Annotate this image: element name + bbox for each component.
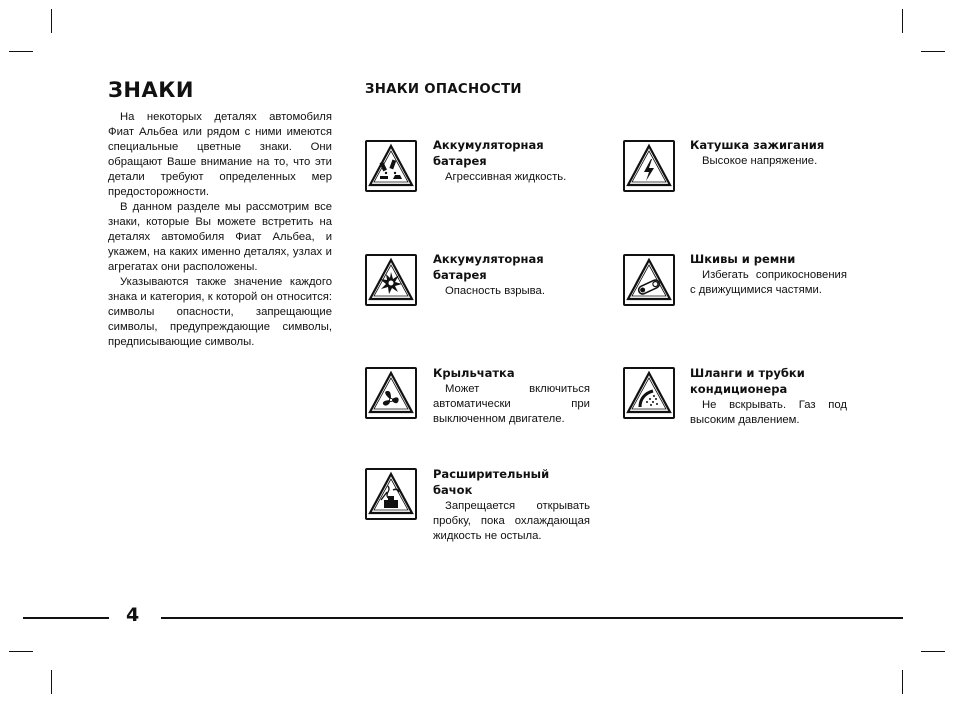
sign-entry bbox=[690, 251, 847, 298]
sign-battery-corrosive bbox=[365, 140, 417, 192]
sign-name: Шкивы и ремни bbox=[690, 252, 796, 266]
crop-mark bbox=[9, 51, 33, 52]
sign-description: Не вскрывать. Газ под высоким давлением. bbox=[690, 399, 847, 426]
pressurized-gas-icon bbox=[625, 369, 673, 417]
sign-name: Катушка зажигания bbox=[690, 138, 825, 152]
sign-fan bbox=[365, 367, 417, 419]
footer-rule-left bbox=[23, 617, 109, 619]
section-title: ЗНАКИ ОПАСНОСТИ bbox=[365, 82, 522, 97]
intro-paragraph: Указываются также значение каждого знака и категория, к которой он относится: символы опасности, запрещающие символы, предупреждающие символы, предписывающие символы. bbox=[108, 276, 332, 348]
intro-paragraph: На некоторых деталях автомобиля Фиат Альбеа или рядом с ними имеются специальные цветные знаки. Они обращают Ваше внимание на то, что эти детали требуют определенных мер предосторожности. bbox=[108, 111, 332, 198]
sign-entry bbox=[690, 365, 847, 428]
footer-rule-right bbox=[161, 617, 903, 619]
sign-entry bbox=[433, 137, 590, 185]
sign-battery-explosion bbox=[365, 254, 417, 306]
sign-description: Высокое напряжение. bbox=[702, 155, 818, 167]
sign-description: Запрещается открывать пробку, пока охлаждающая жидкость не остыла. bbox=[433, 500, 590, 542]
sign-entry bbox=[433, 466, 590, 544]
sign-entry bbox=[690, 137, 847, 169]
corrosive-liquid-icon bbox=[367, 142, 415, 190]
sign-entry bbox=[433, 365, 590, 427]
crop-mark bbox=[921, 651, 945, 652]
intro-text bbox=[108, 110, 332, 350]
high-voltage-icon bbox=[625, 142, 673, 190]
sign-entry bbox=[433, 251, 590, 299]
crop-mark bbox=[9, 651, 33, 652]
crop-mark bbox=[51, 670, 52, 694]
sign-ac-hoses bbox=[623, 367, 675, 419]
sign-name: Расширительный бачок bbox=[433, 467, 550, 497]
crop-mark bbox=[902, 9, 903, 33]
crop-mark bbox=[921, 51, 945, 52]
hot-coolant-icon bbox=[367, 470, 415, 518]
page-number: 4 bbox=[126, 604, 140, 626]
sign-description: Агрессивная жидкость. bbox=[445, 171, 567, 183]
sign-pulleys-belts bbox=[623, 254, 675, 306]
sign-description: Избегать соприкосновения с движущимися частями. bbox=[690, 269, 847, 296]
crop-mark bbox=[51, 9, 52, 33]
sign-description: Может включиться автоматически при выключенном двигателе. bbox=[433, 383, 590, 425]
sign-name: Шланги и трубки кондиционера bbox=[690, 366, 805, 396]
sign-name: Крыльчатка bbox=[433, 366, 515, 380]
fan-icon bbox=[367, 369, 415, 417]
page-title: ЗНАКИ bbox=[108, 78, 194, 102]
explosion-icon bbox=[367, 256, 415, 304]
belt-pulley-icon bbox=[625, 256, 673, 304]
intro-paragraph: В данном разделе мы рассмотрим все знаки, которые Вы можете встретить на деталях автомобиля Фиат Альбеа, и укажем, на каких именно деталях, узлах и агрегатах они расположены. bbox=[108, 201, 332, 273]
sign-expansion-tank bbox=[365, 468, 417, 520]
sign-name: Аккумуляторная батарея bbox=[433, 252, 544, 282]
sign-ignition-coil bbox=[623, 140, 675, 192]
crop-mark bbox=[902, 670, 903, 694]
sign-description: Опасность взрыва. bbox=[445, 285, 545, 297]
sign-name: Аккумуляторная батарея bbox=[433, 138, 544, 168]
